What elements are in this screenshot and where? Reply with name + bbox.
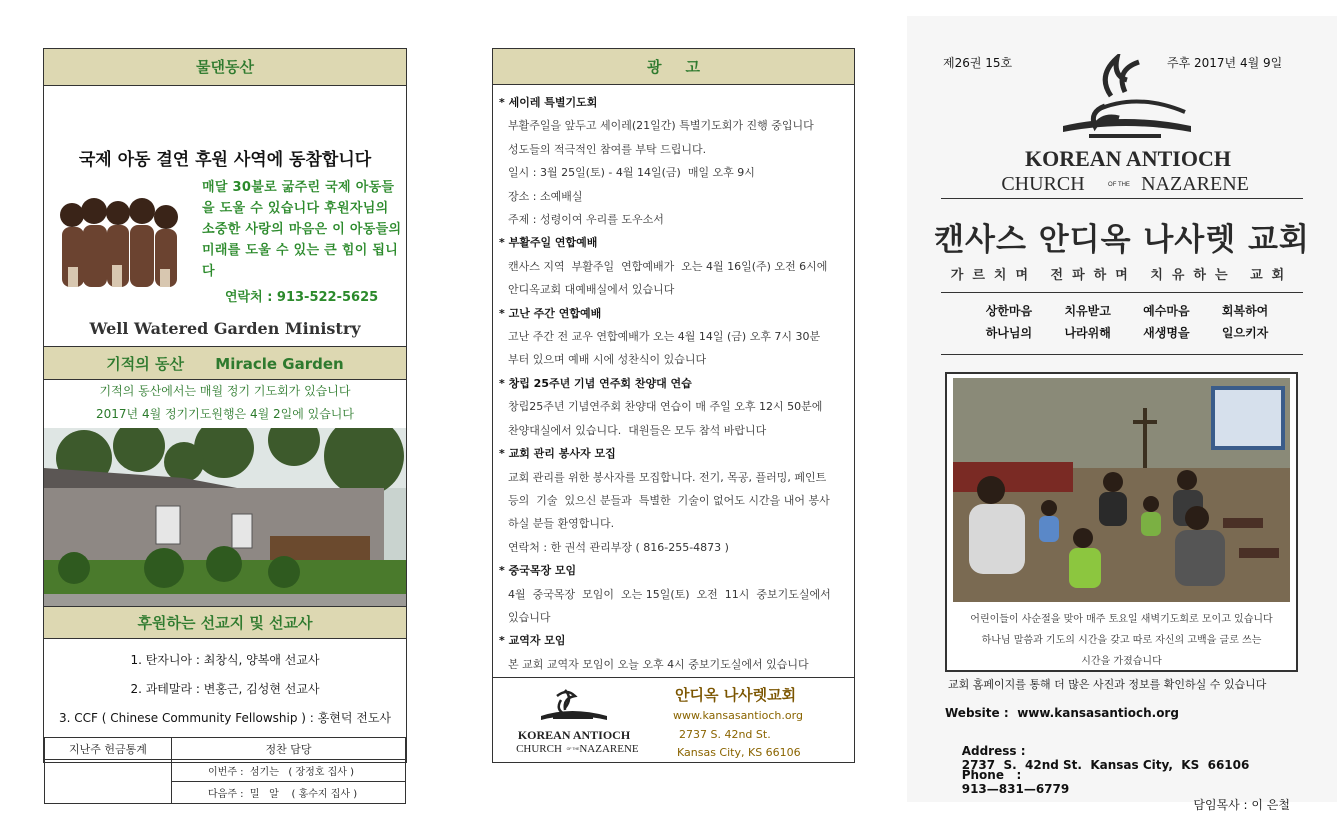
offering-stats-label: 지난주 헌금통계 — [45, 738, 172, 760]
phone-label: Phone : — [961, 768, 1022, 782]
announcement-line: 일시 : 3월 25일(토) - 4월 14일(금) 매일 오후 9시 — [508, 166, 755, 180]
church-address-line2: Kansas City, KS 66106 — [677, 746, 801, 759]
logo-korean-antioch: KOREAN ANTIOCH — [1025, 146, 1231, 171]
address-label: Address : — [961, 744, 1026, 758]
announcement-line: 하실 분들 환영합니다. — [508, 517, 615, 531]
offering-stats-value — [45, 760, 172, 804]
announcement-line: 주제 : 성령이여 우리를 도우소서 — [508, 213, 664, 227]
announcement-title: * 교회 관리 봉사자 모집 — [499, 447, 616, 461]
child-sponsorship-headline: 국제 아동 결연 후원 사역에 동참합니다 — [78, 150, 372, 170]
meal-duty-next-week: 다음주 : 밀 알 ( 홍수지 집사 ) — [172, 782, 406, 804]
announcement-line: 있습니다 — [508, 610, 551, 624]
church-address-line1: 2737 S. 42nd St. — [679, 728, 771, 741]
announcement-line: 연락처 : 한 권석 관리부장 ( 816-255-4873 ) — [508, 540, 729, 554]
miracle-garden-line2: 2017년 4월 정기기도원행은 4월 2일에 있습니다 — [96, 407, 354, 421]
announcement-line: 4월 중국목장 모임이 오는 15일(토) 오전 11시 중보기도실에서 — [508, 587, 831, 601]
announcement-line: 등의 기술 있으신 분들과 특별한 기술이 없어도 시간을 내어 봉사 — [508, 493, 830, 507]
announcement-line: 캔사스 지역 부활주일 연합예배가 오는 4월 16일(주) 오전 6시에 — [508, 259, 828, 273]
announcements-panel — [492, 48, 855, 763]
ministry-name: Well Watered Garden Ministry — [89, 319, 361, 338]
announcement-title: * 부활주일 연합예배 — [499, 236, 598, 250]
homepage-note: 교회 홈페이지를 통해 더 많은 사진과 정보를 확인하실 수 있습니다 — [948, 678, 1267, 691]
pastor-name: 담임목사 : 이 은철 — [1193, 798, 1290, 812]
announcement-title: * 교역자 모임 — [499, 634, 566, 648]
announcement-line: 안디옥교회 대예배실에서 있습니다 — [508, 283, 675, 297]
volume-number: 제26권 15호 — [943, 56, 1013, 70]
announcement-title: * 고난 주간 연합예배 — [499, 306, 602, 320]
mission-item: 1. 탄자니아 : 최창식, 양복애 선교사 — [130, 653, 320, 667]
meal-duty-label: 정찬 담당 — [172, 738, 406, 760]
phone-value[interactable]: 913—831—6779 — [961, 782, 1070, 796]
logo-church: CHURCH — [1001, 173, 1085, 194]
church-motto: 가르치며 전파하며 치유하는 교회 — [950, 268, 1294, 283]
slogan — [967, 300, 1287, 344]
retreat-house-image — [44, 428, 406, 606]
sponsorship-contact: 연락처 : 913-522-5625 — [225, 290, 379, 305]
praying-children-image — [56, 187, 188, 291]
offering-meal-table — [44, 737, 406, 804]
website-row — [945, 706, 1179, 720]
photo-caption-line3: 시간을 가졌습니다 — [1081, 656, 1162, 667]
announcements-list — [499, 91, 849, 676]
missions-list — [44, 651, 406, 738]
phone-row — [945, 754, 1290, 824]
logo-of-the: OF THE — [566, 747, 580, 751]
announcements-header: 광고 — [493, 49, 854, 85]
announcement-line: 성도들의 적극적인 참여를 부탁 드립니다. — [508, 142, 707, 156]
announcement-line: 창립25주년 기념연주회 찬양대 연습이 매 주일 오후 12시 50분에 — [508, 400, 823, 414]
sponsorship-description: 매달 30불로 굶주린 국제 아동들을 도울 수 있습니다 후원자님의 소중한 사랑의 마음은 이 아동들의 미래를 도울 수 있는 큰 힘이 됩니다 — [202, 180, 402, 279]
meal-duty-this-week: 이번주 : 섬기는 ( 장정호 집사 ) — [172, 760, 406, 782]
website-link[interactable]: www.kansasantioch.org — [1017, 706, 1179, 720]
photo-caption-line2: 하나님 말씀과 기도의 시간을 갖고 따로 자신의 고백을 글로 쓰는 — [981, 635, 1262, 646]
announcement-line: 교회 관리를 위한 봉사자를 모집합니다. 전기, 목공, 플러밍, 페인트 — [508, 470, 827, 484]
logo-nazarene: NAZARENE — [579, 743, 639, 755]
children-prayer-photo — [953, 378, 1290, 602]
miracle-garden-header: 기적의 동산 Miracle Garden — [44, 346, 406, 380]
slogan-line2: 하나님의 나라위해 새생명을 일으키자 — [985, 326, 1269, 340]
bulletin-date: 주후 2017년 4월 9일 — [1167, 56, 1283, 70]
announcements-footer — [493, 677, 854, 764]
church-website[interactable]: www.kansasantioch.org — [673, 709, 803, 722]
announcement-line: 본 교회 교역자 모임이 오늘 오후 4시 중보기도실에서 있습니다 — [508, 657, 809, 671]
mission-item: 2. 과테말라 : 변홍근, 김성현 선교사 — [130, 682, 320, 696]
logo-nazarene: NAZARENE — [1141, 173, 1249, 194]
church-logo — [505, 686, 643, 758]
divider — [941, 198, 1303, 199]
divider — [941, 354, 1303, 355]
slogan-line1: 상한마음 치유받고 예수마음 회복하여 — [985, 304, 1269, 318]
mission-item: 3. CCF ( Chinese Community Fellowship ) : 홍현덕 전도사 — [58, 711, 392, 725]
missions-header: 후원하는 선교지 및 선교사 — [44, 606, 406, 639]
announcement-line: 부터 있으며 예배 시에 성찬식이 있습니다 — [508, 353, 707, 367]
announcement-line: 장소 : 소예배실 — [508, 189, 583, 203]
church-name-korean: 안디옥 나사렛교회 — [675, 686, 797, 704]
cover-panel — [907, 16, 1337, 812]
well-watered-garden-header: 물댄동산 — [44, 49, 406, 86]
photo-frame — [945, 372, 1298, 672]
announcement-title: * 중국목장 모임 — [499, 564, 577, 578]
announcement-line: 찬양대실에서 있습니다. 대원들은 모두 참석 바랍니다 — [508, 423, 767, 437]
church-logo — [993, 54, 1263, 194]
divider — [941, 292, 1303, 293]
announcement-line: 고난 주간 전 교우 연합예배가 오는 4월 14일 (금) 오후 7시 30분 — [508, 330, 821, 344]
announcement-line: 부활주일을 앞두고 세이레(21일간) 특별기도회가 진행 중입니다 — [508, 119, 814, 133]
miracle-garden-line1: 기적의 동산에서는 매월 정기 기도회가 있습니다 — [99, 384, 351, 398]
logo-korean-antioch: KOREAN ANTIOCH — [517, 728, 631, 742]
website-label: Website : — [945, 706, 1009, 720]
address-value: 2737 S. 42nd St. Kansas City, KS 66106 — [961, 758, 1250, 772]
church-name: 캔사스 안디옥 나사렛 교회 — [934, 222, 1310, 258]
logo-church: CHURCH — [516, 743, 562, 755]
logo-of-the: OF THE — [1108, 182, 1130, 188]
photo-caption-line1: 어린이들이 사순절을 맞아 매주 토요일 새벽기도회로 모이고 있습니다 — [970, 614, 1273, 625]
announcement-title: * 창립 25주년 기념 연주회 찬양대 연습 — [499, 376, 692, 390]
announcement-title: * 세이레 특별기도회 — [499, 96, 598, 109]
left-panel — [43, 48, 407, 800]
